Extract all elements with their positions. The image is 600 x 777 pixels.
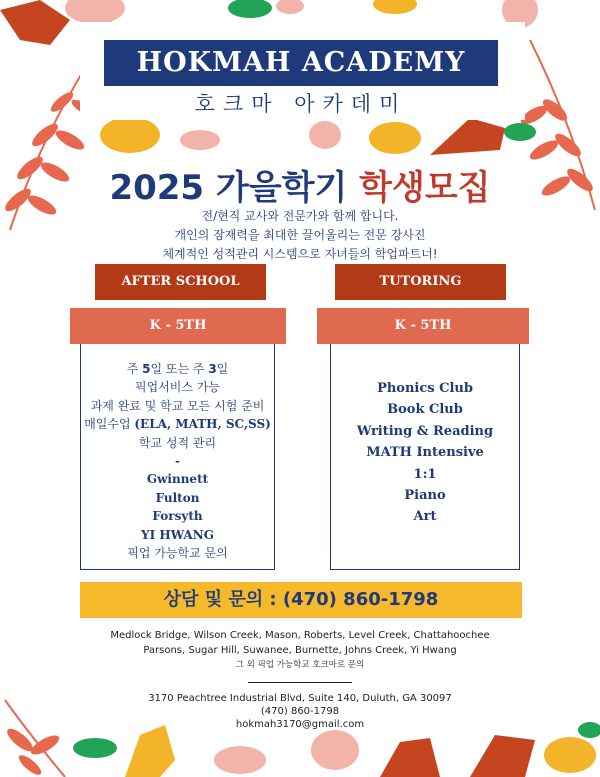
schools-note: 그 외 픽업 가능학교 호크마로 문의 [235, 660, 365, 670]
list-item: 매일수업 (ELA, MATH, SC,SS) [84, 417, 271, 432]
maple-leaf-icon [380, 738, 440, 777]
headline-semester: 2025 가을학기 [109, 168, 348, 208]
tutoring-header: TUTORING [335, 264, 506, 300]
maple-leaf-icon [430, 118, 505, 155]
list-item: MATH Intensive [366, 445, 484, 461]
academy-subtitle: 호크마 아카데미 [194, 92, 408, 116]
green-leaf-icon [228, 0, 272, 18]
schools-line: Medlock Bridge, Wilson Creek, Mason, Roberts, Level Creek, Chattahoochee [110, 630, 490, 641]
list-item: Gwinnett [146, 472, 209, 487]
pink-leaf-icon [180, 130, 220, 150]
pickup-schools [0, 628, 600, 673]
intro-line: 체계적인 성적관리 시스템으로 자녀들의 학업파트너! [162, 247, 438, 261]
list-item: Phonics Club [377, 381, 473, 396]
after-school-header: AFTER SCHOOL [95, 264, 266, 300]
green-leaf-icon [504, 123, 536, 141]
pink-leaf-icon [276, 0, 304, 14]
intro-line: 개인의 잠재력을 최대한 끌어올리는 전문 강사진 [174, 228, 426, 242]
academy-title: HOKMAH ACADEMY [104, 40, 498, 86]
intro-text [0, 207, 600, 264]
pink-leaf-icon [311, 730, 359, 770]
pink-leaf-icon [309, 121, 341, 149]
yellow-leaf-icon [125, 725, 175, 777]
list-item: 픽업 가능학교 문의 [127, 545, 228, 560]
yellow-leaf-icon [369, 122, 421, 154]
list-item: 주 5일 또는 주 3일 [126, 362, 229, 376]
footer-address: 3170 Peachtree Industrial Blvd, Suite 140, Duluth, GA 30097 [148, 693, 452, 704]
headline-recruit: 학생모집 [359, 168, 491, 208]
list-item: Art [413, 509, 437, 525]
list-item: Writing & Reading [356, 423, 494, 439]
yellow-leaf-icon [544, 737, 596, 773]
pink-leaf-icon [214, 746, 266, 774]
footer-email[interactable]: hokmah3170@gmail.com [235, 719, 365, 730]
list-item: 과제 완료 및 학교 모든 시험 준비 [90, 398, 265, 413]
contact-banner: 상담 및 문의 : (470) 860-1798 [80, 582, 522, 618]
list-item: Fulton [155, 490, 200, 505]
maple-leaf-icon [0, 0, 70, 45]
footer-divider [248, 682, 352, 683]
intro-line: 전/현직 교사와 전문가와 함께 합니다. [201, 209, 399, 223]
schools-line: Parsons, Sugar Hill, Suwanee, Burnette, Johns Creek, Yi Hwang [143, 645, 457, 656]
list-item: Piano [404, 487, 446, 503]
list-item: YI HWANG [141, 527, 214, 542]
list-item: Forsyth [152, 509, 203, 524]
list-item: Book Club [387, 402, 463, 418]
headline [0, 160, 600, 209]
after-school-list [80, 360, 275, 562]
footer-phone: (470) 860-1798 [260, 706, 340, 717]
green-leaf-icon [73, 738, 117, 758]
yellow-leaf-icon [100, 117, 160, 153]
yellow-leaf-icon [373, 0, 417, 14]
maple-leaf-icon [470, 735, 535, 777]
list-item: 학교 성적 관리 [138, 435, 217, 450]
after-school-grades: K - 5TH [70, 308, 286, 344]
list-item: - [175, 453, 180, 468]
tutoring-grades: K - 5TH [317, 308, 529, 344]
tutoring-list [330, 378, 520, 528]
pink-leaf-icon [65, 0, 125, 24]
footer-contact [0, 692, 600, 731]
list-item: 픽업서비스 가능 [135, 380, 220, 395]
list-item: 1:1 [413, 466, 437, 482]
